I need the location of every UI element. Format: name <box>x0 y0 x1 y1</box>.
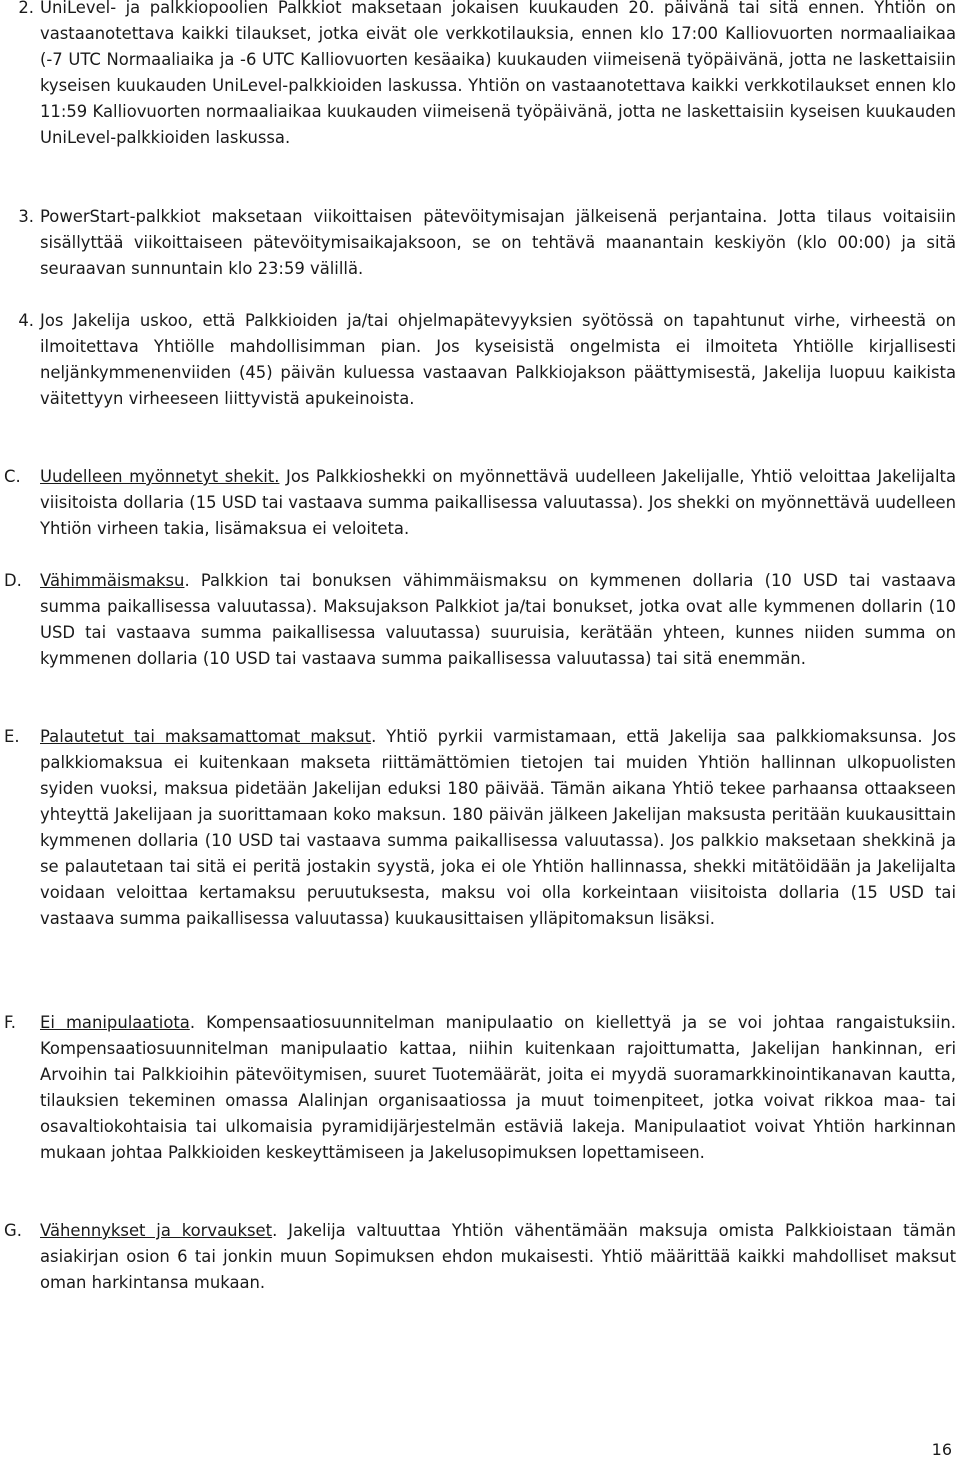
section-marker: C. <box>4 467 21 486</box>
section-text: . Palkkion tai bonuksen vähimmäismaksu on kymmenen dollaria (10 USD tai vastaava summa paikallisessa valuutassa). Maksujakson Palkkiot ja/tai bonukset, jotka ovat alle kymmenen dollarin (10 USD tai vastaava summa paikallisessa valuutassa) suuruisia, kerätään yhteen, kunnes niiden summa on kymmenen dollaria (10 USD tai vastaava summa paikallisessa valuutassa) tai sitä enemmän. <box>40 571 956 668</box>
numbered-item-3 <box>18 204 956 282</box>
section-text: . Yhtiö pyrkii varmistamaan, että Jakelija saa palkkiomaksunsa. Jos palkkiomaksua ei kuitenkaan makseta riittämättömien tietojen tai muiden Yhtiön hallinnan ulkopuolisten syiden vuoksi, maksua pidetään Jakelijan eduksi 180 päivää. Tämän aikana Yhtiö tekee parhaansa ottaakseen yhteyttä Jakelijaan ja suorittamaan koko maksun. 180 päivän jälkeen Jakelijan maksusta peritään kuukausittain kymmenen dollaria (10 USD tai vastaava summa paikallisessa valuutassa). Jos palkkio maksetaan shekkinä ja se palautetaan tai sitä ei peritä jostakin syystä, joka ei ole Yhtiön hallinnassa, shekki mitätöidään ja Jakelijalta voidaan veloittaa kertamaksu peruutuksesta, maksu voi olla korkeintaan viisitoista dollaria (15 USD tai vastaava summa paikallisessa valuutassa) kuukausittaisen ylläpitomaksun lisäksi. <box>40 727 956 928</box>
section-title: Vähimmäismaksu <box>40 571 185 590</box>
section-marker: D. <box>4 571 22 590</box>
section-f <box>4 1010 956 1166</box>
section-marker: F. <box>4 1013 17 1032</box>
section-g <box>4 1218 956 1296</box>
section-e <box>4 724 956 932</box>
section-title: Vähennykset ja korvaukset <box>40 1221 273 1240</box>
section-text: . Jakelija valtuuttaa Yhtiön vähentämään maksuja omista Palkkioistaan tämän asiakirjan osion 6 tai jonkin muun Sopimuksen ehdon mukaisesti. Yhtiö määrittää kaikki mahdolliset maksut oman harkintansa mukaan. <box>40 1221 956 1292</box>
item-marker: 4. <box>18 311 34 330</box>
item-marker: 2. <box>18 0 34 17</box>
section-title: Uudelleen myönnetyt shekit. <box>40 467 280 486</box>
section-text: Jos Palkkioshekki on myönnettävä uudelleen Jakelijalle, Yhtiö veloittaa Jakelijalta viisitoista dollaria (15 USD tai vastaava summa paikallisessa valuutassa). Jos shekki on myönnettävä uudelleen Yhtiön virheen takia, lisämaksua ei veloiteta. <box>40 467 956 538</box>
page-number: 16 <box>931 1440 952 1459</box>
item-text: Jos Jakelija uskoo, että Palkkioiden ja/tai ohjelmapätevyyksien syötössä on tapahtunut virhe, virheestä on ilmoitettava Yhtiölle mahdollisimman pian. Jos kyseisistä ongelmista ei ilmoiteta Yhtiölle kirjallisesti neljänkymmenenviiden (45) päivän kuluessa vastaavan Palkkiojakson päättymisestä, Jakelija luopuu kaikista väitettyyn virheeseen liittyvistä apukeinoista. <box>40 311 956 408</box>
section-d <box>4 568 956 672</box>
section-marker: E. <box>4 727 20 746</box>
numbered-item-4 <box>18 308 956 412</box>
section-marker: G. <box>4 1221 22 1240</box>
section-text: . Kompensaatiosuunnitelman manipulaatio on kiellettyä ja se voi johtaa rangaistuksiin. Kompensaatiosuunnitelman manipulaatio kattaa, niihin kuitenkaan rajoittumatta, Jakelijan hankinnan, eri Arvoihin tai Palkkioihin pätevöitymisen, suuret Tuotemäärät, joita ei myydä suoramarkkinointikanavan kautta, tilauksien tekeminen omassa Alalinjan organisaatiossa ja muut toimenpiteet, jotka voivat rikkoa maa- tai osavaltiokohtaisia tai ulkomaisia pyramidijärjestelmän estäviä lakeja. Manipulaatiot voivat Yhtiön harkinnan mukaan johtaa Palkkioiden keskeyttämiseen ja Jakelusopimuksen lopettamiseen. <box>40 1013 956 1162</box>
item-text: PowerStart-palkkiot maksetaan viikoittaisen pätevöitymisajan jälkeisenä perjantaina. Jotta tilaus voitaisiin sisällyttää viikoittaiseen pätevöitymisaikajaksoon, se on tehtävä maanantain keskiyön (klo 00:00) ja sitä seuraavan sunnuntain klo 23:59 välillä. <box>40 207 956 278</box>
item-marker: 3. <box>18 207 34 226</box>
section-title: Ei manipulaatiota <box>40 1013 190 1032</box>
item-text: UniLevel- ja palkkiopoolien Palkkiot maksetaan jokaisen kuukauden 20. päivänä tai sitä ennen. Yhtiön on vastaanotettava kaikki tilaukset, jotka eivät ole verkkotilauksia, ennen klo 17:00 Kalliovuorten normaaliaikaa (-7 UTC Normaaliaika ja -6 UTC Kalliovuorten kesäaika) kuukauden viimeisenä työpäivänä, jotta ne laskettaisiin kyseisen kuukauden UniLevel-palkkioiden laskussa. Yhtiön on vastaanotettava kaikki verkkotilaukset ennen klo 11:59 Kalliovuorten normaaliaikaa kuukauden viimeisenä työpäivänä, jotta ne laskettaisiin kyseisen kuukauden UniLevel-palkkioiden laskussa. <box>40 0 956 147</box>
section-c <box>4 464 956 542</box>
section-title: Palautetut tai maksamattomat maksut <box>40 727 372 746</box>
numbered-item-2 <box>18 0 956 151</box>
